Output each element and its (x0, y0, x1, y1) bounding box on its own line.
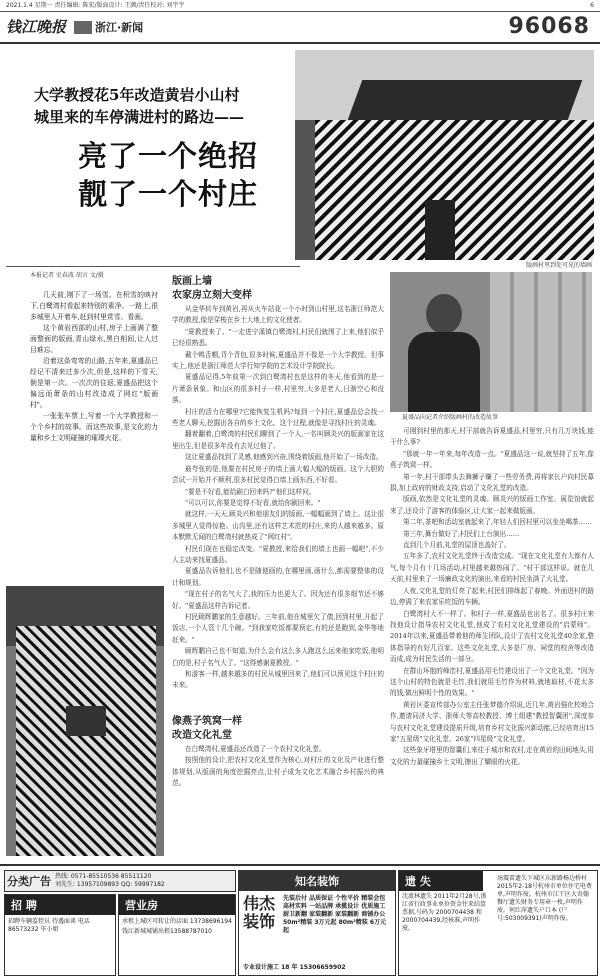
business-ad-title: 营业房 (119, 895, 235, 915)
section2-paragraph: 人夜,文化礼堂的灯亮了起来,村民们排练起了春晚。外面进村的路边,停满了来农家乐吃饭的车辆。 (390, 586, 594, 607)
section1-heading-2: 农家房立刻大变样 (172, 290, 252, 301)
hotline-number: 96068 (508, 14, 590, 39)
section2-paragraph: 第三年,舞台做好了,村民们上台演出…… (403, 529, 520, 538)
section2-paragraph: 黄岩区委宣传部办公室主任张梦德介绍说,近几年,黄岩强化校地合作,邀请同济大学、浙师大等高校教授、博士组建"教授智囊团",深度参与农村文化礼堂建设提质升级,培育乡村文化振兴新动能,已经培育出15家"五星级"文化礼堂、26家"四星级"文化礼堂。 (390, 700, 594, 743)
section2-paragraph: 白鹭湾村大不一样了。和村子一样,夏盛品也出名了。很多村庄来找他设计指导农村文化礼堂,他成了农村文化礼堂建设的"启蒙师"。2014年以来,夏盛品带着他的师生团队,设计了农村文化礼堂40余家,整体指导的有好几百家。这些文化礼堂,大多是厂房、祠堂的校舍等改造而成,成为村民生活的一部分。 (390, 609, 594, 664)
section1-paragraph: 顾辉鹏自己也不知道,为什么会有这么多人跑这么远来他家吃饭,他明白的是,村子名气大了。"这得感谢夏教授。" (172, 647, 384, 667)
lost-notice-col2: 汤震雷遗失下城区东新路杨边桥村 2015年2-18号杭州市单位住宅电费单,声明作废。杭州市江干区大奇翰餐厅遗失财务专用章一枚,声明作废。何红萍遗失户口本 (户号:503009391)声明作废。 (497, 875, 592, 922)
portrait-person-head (426, 294, 462, 334)
portrait-person-body (408, 332, 480, 412)
decoration-brand: 伟杰装饰 (243, 894, 276, 931)
byline: 本报记者 史春波 胡言 文/摄 (30, 272, 104, 279)
headline-kicker-1: 大学教授花5年改造黄岩小山村 (34, 86, 240, 104)
decoration-brand-lines (283, 895, 391, 935)
business-ad (118, 894, 236, 976)
section2-paragraph: 第一年,村干部带头去舞狮子赚了一些劳务费,再将家长户向村民募捐,加上政府的财政支持,启动了文化礼堂的改造。 (390, 472, 594, 493)
newspaper-logo (6, 16, 70, 38)
decoration-brand-line: 先装后付 品质保证 个性平价 精装会包 (283, 895, 386, 902)
decoration-ad (238, 870, 396, 976)
dateline: 2021.1.4 星期一 责任编辑: 陈宏/版面设计: 王颜/责任校对: 刘宇宇 (6, 2, 185, 9)
building-photo (6, 586, 164, 856)
section1-paragraph: 村民顾辉鹏家的生意越好。三年前,他在城里欠了债,回到村里,开起了饭店,一个人管十几个碗。"到我家吃饭都要预定,有的还是跑到,金华等地赶来。" (172, 612, 384, 644)
section2-paragraph: 在群山环抱的峰峦村,夏盛品用毛竹建设出了一个文化礼堂。"因为这个山村的特色就是毛竹,我们就用毛竹作为材料,就地取材,不花太多的钱,做出鲜明个性的效果。" (390, 666, 594, 698)
section1-paragraph: 最夸张的是,他要在村民房子的墙上画大幅大幅的版画。这个大胆的尝试一开始并不顺利,很多村民觉得白墙上画东西,不好看。 (172, 464, 384, 485)
section2-paragraph: 五年多了,农村文化礼堂终于改造完成。"现在文化礼堂有大都有人气,每个月有十几场活动,村里越来越热闹了。"村干部这样说。就在几天前,村里来了一场廉政文化的演出,来看的村民坐满了大礼堂。 (390, 552, 594, 584)
hero-door (425, 200, 455, 260)
portrait-display-wall (490, 272, 592, 412)
section2-paragraph: 第二年,茶吧和活动室就起来了,年轻人们回村里可以坐坐喝茶…… (403, 518, 592, 527)
lead-column (30, 290, 158, 558)
section1-paragraph: 村民们现在也稳定改变。"夏教授,来给我们的墙上也画一幅吧",不少人主动来找夏盛品。 (172, 544, 384, 564)
section1-heading-1: 版画上墙 (172, 276, 212, 287)
section2-column-b (390, 426, 594, 858)
section1-column (172, 304, 384, 702)
page-number: 6 (590, 2, 594, 9)
building-facade (16, 626, 156, 856)
ads-banner-phone: 热线: 0571-85510536 85511120 (55, 873, 152, 880)
section1-paragraph: 夏盛品告诉他们,也不是随便画的,在哪里画,画什么,都需要整体的设计和规划。 (172, 567, 384, 587)
header-rule (0, 42, 600, 44)
recruit-ad-title: 招 聘 (5, 895, 115, 915)
section1-paragraph: 就这样,一天天,顾炎兴和他朋友们的版画,一幅幅画到了墙上。这让很多城里人觉得惊艳。山沟里,还有这样艺术范的村庄,来的人越来越多。原本默默无闻的白鹭湾村就热成了"网红村"。 (172, 510, 384, 542)
section2-heading-2: 改造文化礼堂 (172, 730, 232, 741)
section1-paragraph: 夏盛品记得,5年前第一次到白鹭湾村也是这样的冬天,他看到的是一片萧条景象。和山区的很多村子一样,村里穷,大多是老人,日渐空心和没落。 (172, 373, 384, 405)
ads-banner (4, 870, 236, 892)
lost-notice-col1: 沈流林遗失 2011年2月28号,浙江省行政事业单位资金往来结算票据,号码为 2000704438 和 2000704439,经核准,声明作废。 (402, 893, 487, 932)
section1-paragraph: "要是不好看,能给刷白回来吗?"他们这样问。 (185, 487, 316, 496)
ads-banner-title: 分类广告 (7, 875, 51, 888)
hero-roof (348, 80, 583, 120)
section2-paragraph: "那就一年一年来,每年改造一点。"夏盛品这一说,就坚持了五年,像燕子筑窝一样。 (390, 449, 594, 470)
headline-rule (6, 266, 300, 267)
section-tag-box (74, 21, 92, 34)
section2-paragraph: 在白鹭湾村,夏盛品还改造了一个农村文化礼堂。 (185, 745, 326, 753)
ads-banner-phones (55, 873, 165, 889)
business-ad-text-1: 承租上城区可转让的店面 13738696194 (122, 918, 232, 925)
lost-notice-ad (398, 870, 598, 976)
lead-paragraph: 一张张车票上,写着一个大学教授和一个个乡村的故事。而这些故事,是文化的力量和乡土文明碰撞的璀璨火花。 (30, 412, 158, 442)
hero-photo (295, 50, 594, 260)
business-ad-text-2: 钱江新城城铺出租13588787010 (122, 928, 212, 935)
section1-paragraph: 从金华转车到黄岩,再从火车站花一个小时到山村里,这名浙江师范大学的教授,像是穿梭在乡土大地上的文化使者。 (172, 305, 384, 325)
hero-photo-caption: 版画村里到处可见的墙画 (525, 262, 592, 269)
lead-paragraph: 沿着这条弯弯的山路,五年来,夏盛品已经记不清来过多少次,但是,这样的下雪天,倒是第一次。一次次的往返,夏盛品把这个偏远而萧条的山村改造成了网红"版画村"。 (30, 357, 158, 409)
section1-paragraph: "可以可以,你要是觉得不好看,就给你刷回来。" (185, 498, 321, 507)
headline-kicker-2: 城里来的车停满进村的路边—— (34, 108, 245, 126)
ads-banner-phone2: 刘先生: 13957109893 QQ: 59997182 (55, 881, 165, 888)
section1-paragraph: "夏教授来了。"一走进宁溪镇白鹭湾村,村民们就围了上来,他们似乎已经很熟悉。 (172, 327, 384, 348)
top-rule (0, 11, 600, 12)
decoration-brand-phone: 专业设计施工 18 年 15306659902 (243, 964, 346, 971)
portrait-caption: 夏盛品向记者介绍版画村的改造故事 (402, 414, 499, 421)
recruit-ad (4, 894, 116, 976)
ads-top-rule (0, 864, 600, 866)
section2-heading-1: 像燕子筑窝一样 (172, 716, 242, 727)
portrait-photo (390, 272, 592, 412)
section-tag-text: 浙江·新闻 (95, 21, 144, 34)
section1-paragraph: 和游客一样,越来越多的村民从城里回来了,他们可以预见这个村庄的未来。 (172, 670, 384, 690)
section1-paragraph: "现在村子的名气大了,我的压力也更大了。因为还有很多细节还不够好。"夏盛品这样告诉记者。 (172, 590, 384, 610)
decoration-ad-label: 知名装饰 (239, 871, 395, 891)
decoration-brand-line: 厨卫新翻 家装翻新 家装翻新 商铺办公 (283, 911, 386, 918)
headline-main-2: 靓了一个村庄 (78, 177, 259, 211)
decoration-brand-line: 50m²精装 3万元起 80m²精装 6万元起 (283, 919, 387, 934)
lost-notice-title: 遗 失 (399, 871, 483, 891)
section2-paragraph: 按照他的设计,把农村文化礼堂作为核心,对村庄的文化及产业进行整体规划,从版画的角度挖掘亮点,让村子成为文化艺术融合乡村振兴的典范。 (172, 756, 384, 788)
decoration-brand-line: 高材实料 一站品牌 承揽设计 优质施工 (283, 903, 386, 910)
newspaper-logo-text: 钱江晚报 (6, 18, 67, 36)
section1-paragraph: 戴个鸭舌帽,背个背包,很多时候,夏盛品并不像是一个大学教授。但事实上,他还是浙江师范大学行知学院的艺术设计学院院长。 (172, 350, 384, 371)
building-window (66, 706, 106, 736)
section1-paragraph: 村庄的活力在哪里?它能恢复生机吗?每到一个村庄,夏盛品总会找一些老人聊天,挖掘出各自的乡土文化。这个过程,就像是寻找村庄的灵魂。 (172, 407, 384, 428)
headline-main-1: 亮了一个绝招 (78, 139, 259, 173)
section-tag (74, 18, 143, 36)
lead-paragraph: 这个黄岩西部的山村,房子上画满了整面整面的版画,青山绿水,黑白相间,让人过目难忘。 (30, 324, 158, 354)
section2-paragraph: 版画,依然是文化礼堂的灵魂。顾炎兴的版画工作室、展览馆就起来了,还设计了游客的体验区,让大家一起来做版画。 (390, 495, 594, 515)
recruit-ad-text: 招聘车辆监控员 待遇面谈 电话86573232 毕小姐 (8, 918, 90, 933)
section2-column-a (172, 744, 384, 858)
section1-paragraph: 翻着翻着,白鹭湾的村民们聊到了一个人,一名叫顾炎兴的版画家在这里出生,但是很多年没有去见过他了。 (172, 430, 384, 450)
section2-paragraph: 这些象牙塔里的智囊们,来往于城市和农村,走在黄岩的田间地头,用文化的力量碰撞乡土文明,擦出了耀眼的火花。 (390, 746, 594, 766)
section1-paragraph: 这让夏盛品找到了灵感,他感到兴奋,围绕着版画,他开始了一场改造。 (185, 453, 383, 462)
section2-paragraph: 可刚到村里的那天,村干部就告诉夏盛品,村里穷,只有几万块钱,能干什么事? (390, 427, 594, 447)
section2-paragraph: 直到几个月前,礼堂的屋顶也盖好了。 (403, 541, 511, 550)
lead-paragraph: 几天前,刚下了一场雪。在积雪的映衬下,白鹭湾村看起来特别的素净。一路上,很多城里人开着车,赶到村里赏雪、看画。 (30, 291, 158, 321)
